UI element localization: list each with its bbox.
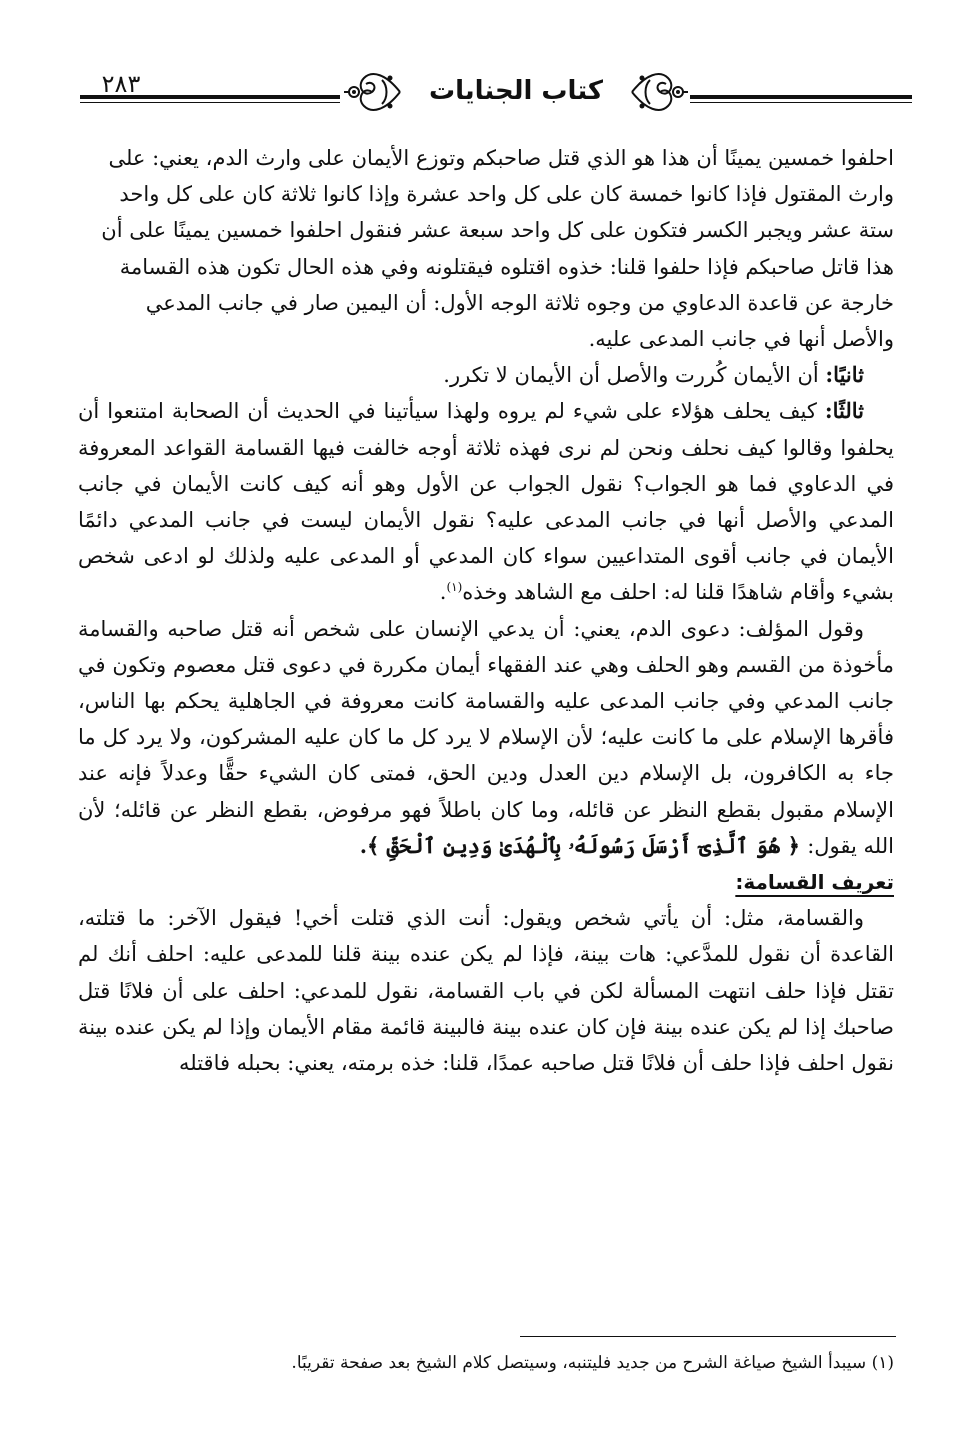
footnote-marker: (١) (446, 580, 463, 595)
header-rule-right (690, 95, 912, 99)
paragraph-3-text: كيف يحلف هؤلاء على شيء لم يروه ولهذا سيأتينا في الحديث أن الصحابة امتنعوا أن يحلفوا وقالوا كيف نحلف ونحن لم نرى فهذه ثلاثة أوجه خالفت فيها القسامة القواعد المعروفة في الدعاوي فما هو الجواب؟ نقول الجواب عن الأول وهو أنه كيف كانت الأيمان في جانب المدعي والأصل أنها في جانب المدعى عليه؟ نقول الأيمان ليست في جانب المدعي دائمًا الأيمان في جانب أقوى المتداعيين سواء كان المدعي أو المدعى عليه ولذلك لو ادعى شخص بشيء وأقام شاهدًا قلنا له: احلف مع الشاهد وخذه (78, 399, 894, 605)
page-header (70, 62, 912, 122)
header-title: كتاب الجنايات (428, 76, 604, 106)
ornament-flourish-icon (630, 64, 690, 120)
ornament-flourish-icon (342, 64, 402, 120)
header-rule-left (80, 95, 340, 99)
footnote: (١) سيبدأ الشيخ صياغة الشرح من جديد فليتنبه، وسيتصل كلام الشيخ بعد صفحة تقريبًا. (291, 1353, 894, 1373)
paragraph-2 (78, 357, 894, 393)
paragraph-4 (78, 611, 894, 864)
paragraph-3-end: . (439, 580, 447, 605)
paragraph-1: احلفوا خمسين يمينًا أن هذا هو الذي قتل صاحبكم وتوزع الأيمان على وارث الدم، يعني: على وارث المقتول فإذا كانوا خمسة كان على كل واحد عشرة وإذا كانوا ثلاثة كان على كل واحد ستة عشر ويجبر الكسر فتكون على كل واحد سبعة عشر فنقول احلفوا خمسين يمينًا على أن هذا قاتل صاحبكم فإذا حلفوا قلنا: خذوه اقتلوه فيقتلونه وفي هذه الحال تكون هذه القسامة خارجة عن قاعدة الدعاوي من وجوه ثلاثة الوجه الأول: أن اليمين صار في جانب المدعي والأصل أنها في جانب المدعى عليه. (101, 146, 894, 352)
paragraph-2-text: أن الأيمان كُررت والأصل أن الأيمان لا تكرر. (443, 363, 826, 388)
paragraph-3 (78, 393, 894, 610)
paragraph-4-text: وقول المؤلف: دعوى الدم، يعني: أن يدعي الإنسان على شخص أنه قتل صاحبه والقسامة مأخوذة من القسم وهو الحلف وهي عند الفقهاء أيمان مكررة في دعوى قتل معصوم وتكون في جانب المدعي وفي جانب المدعى عليه والقسامة كانت معروفة في الجاهلية يحكم بها الناس، فأقرها الإسلام على ما كانت عليه؛ لأن الإسلام لا يرد كل ما كان عليه المشركون، ولا يرد كل ما جاء به الكافرون، بل الإسلام دين العدل ودين الحق، فمتى كان الشيء حقًّا وعدلاً فإنه عند الإسلام مقبول بقطع النظر عن قائله، وما كان باطلاً فهو مرفوض، بقطع النظر عن قائله؛ لأن الله يقول: (78, 616, 894, 858)
section-subheading: تعريف القسامة: (735, 870, 894, 895)
paragraph-2-lead: ثانيًا: (825, 362, 864, 388)
quran-verse: ﴿ هُوَ ٱلَّذِىٓ أَرْسَلَ رَسُولَهُۥ بِٱلْهُدَىٰ وَدِينِ ٱلْحَقِّ ﴾. (359, 832, 808, 858)
page-number: ٢٨٣ (101, 70, 141, 98)
paragraph-3-lead: ثالثًا: (824, 398, 864, 424)
main-text (78, 140, 894, 1081)
paragraph-5: والقسامة، مثل: أن يأتي شخص ويقول: أنت الذي قتلت أخي! فيقول الآخر: ما قتلته، القاعدة أن نقول للمدَّعي: هات بينة، فإذا لم يكن عنده بينة قلنا للمدعى عليه: احلف أنك لم تقتل فإذا حلف انتهت المسألة لكن في باب القسامة، نقول للمدعي: احلف على أن فلانًا قتل صاحبك إذا لم يكن عنده بينة فإن كان عنده بينة فالبينة قائمة مقام الأيمان وإذا لم يكن عنده بينة نقول احلف فإذا حلف أن فلانًا قتل صاحبه عمدًا، قلنا: خذه برمته، يعني: بحبله فاقتله (78, 906, 894, 1076)
footnote-divider (520, 1336, 896, 1337)
